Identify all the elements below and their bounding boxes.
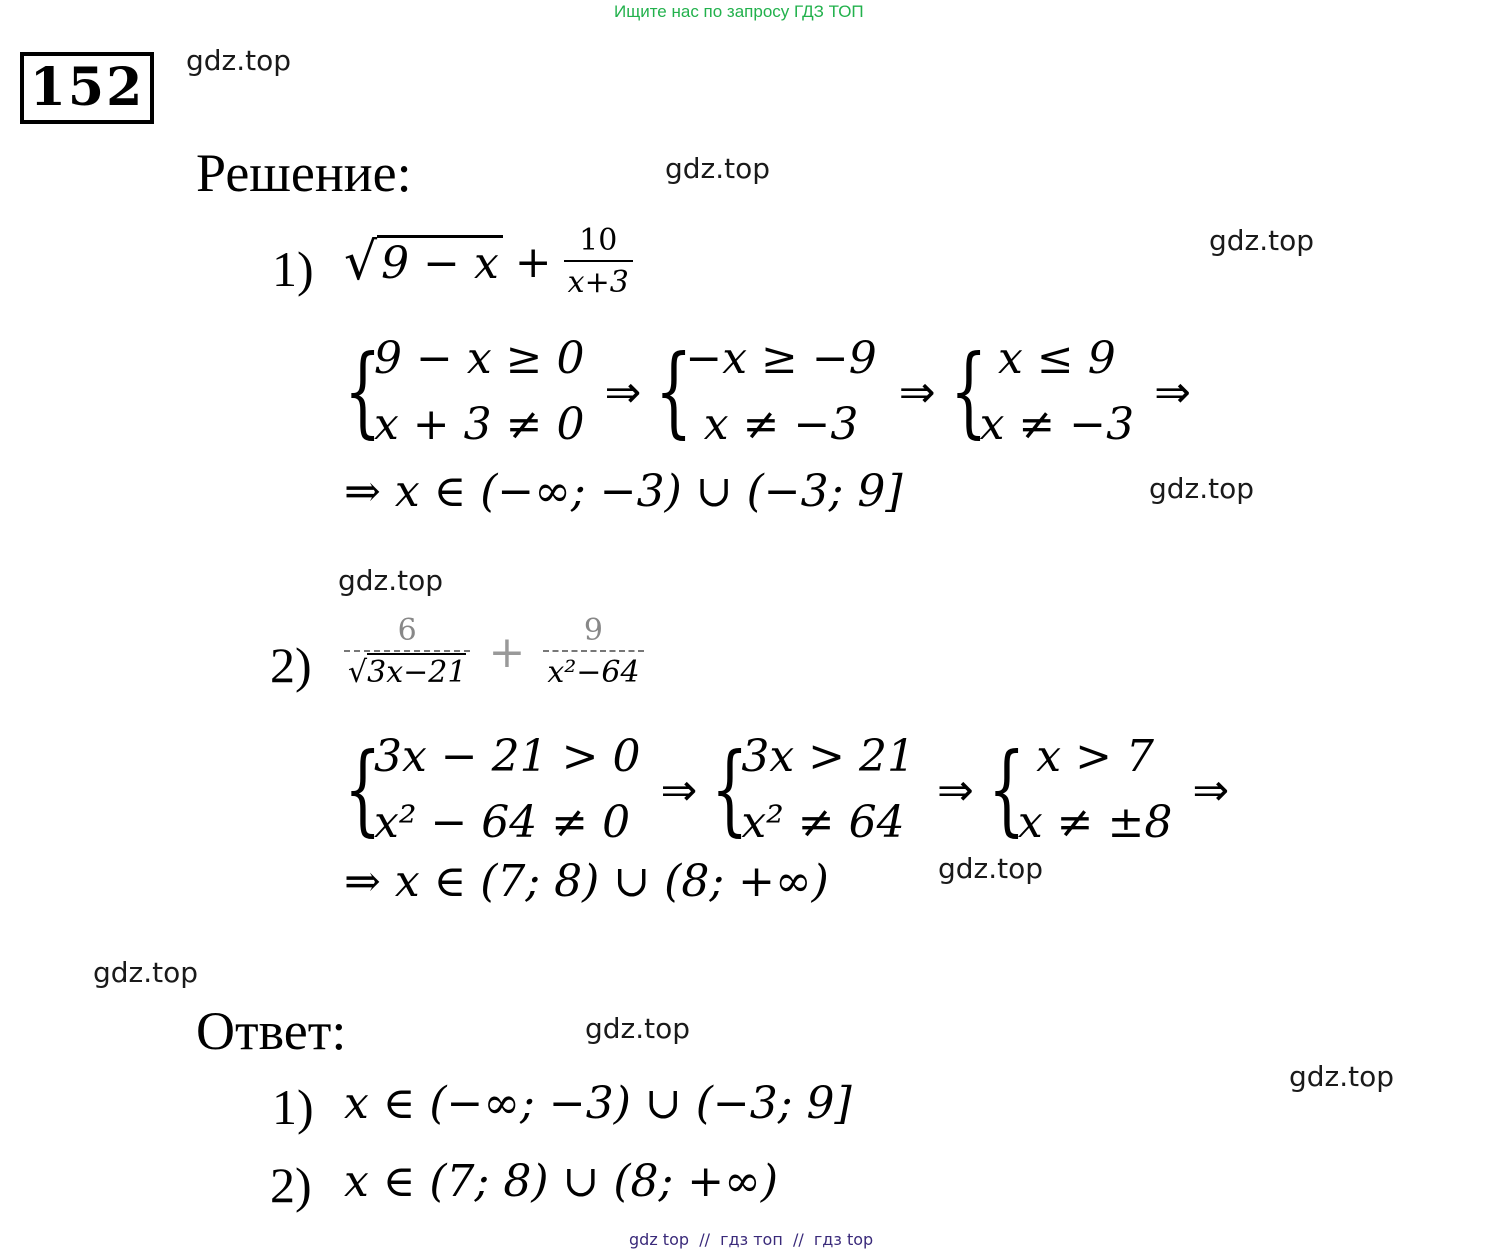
part2-system-1: [344, 724, 640, 856]
part1-fraction: [564, 222, 633, 302]
part1-system-2: [655, 326, 876, 458]
sys-row: x ≠ −3: [979, 399, 1135, 450]
sys-row: x ≤ 9: [998, 333, 1116, 384]
sys-row: 3x − 21 > 0: [374, 731, 641, 782]
answer-1-text: x ∈ (−∞; −3) ∪ (−3; 9]: [344, 1078, 852, 1129]
implies-arrow: ⇒: [1192, 764, 1230, 816]
part2-system-2: [711, 724, 915, 856]
part2-fraction-2: [543, 612, 643, 692]
part2-frac2-den: x²−64: [543, 650, 643, 692]
brace: {: [655, 335, 693, 449]
answer-2-label: 2): [270, 1157, 312, 1213]
sys-row: x + 3 ≠ 0: [374, 399, 585, 450]
part1-result: ⇒ x ∈ (−∞; −3) ∪ (−3; 9]: [344, 466, 903, 517]
part2-expression: [344, 612, 644, 692]
watermark: gdz.top: [1289, 1060, 1395, 1093]
implies-arrow: ⇒: [604, 366, 642, 418]
sys-row: −x ≥ −9: [685, 333, 877, 384]
part1-system-1: [344, 326, 584, 458]
watermark: gdz.top: [186, 44, 292, 77]
answer-2-text: x ∈ (7; 8) ∪ (8; +∞): [344, 1156, 778, 1207]
watermark: gdz.top: [1149, 472, 1255, 505]
part1-expression: [344, 222, 633, 302]
part2-frac2-num: 9: [583, 613, 603, 648]
sys-row: x ≠ ±8: [1017, 797, 1173, 848]
part1-frac-den: x+3: [564, 260, 633, 302]
part1-sqrt-content: 9 − x: [377, 235, 503, 289]
brace: {: [344, 335, 382, 449]
implies-arrow: ⇒: [660, 764, 698, 816]
sys-row: 3x > 21: [741, 731, 915, 782]
watermark: gdz.top: [938, 852, 1044, 885]
implies-arrow: ⇒: [1154, 366, 1192, 418]
sys-row: x > 7: [1036, 731, 1154, 782]
sys-row: x² ≠ 64: [741, 797, 905, 848]
sys-row: x ≠ −3: [703, 399, 859, 450]
part2-systems: [344, 724, 1229, 856]
brace: {: [987, 733, 1026, 847]
solution-heading: Решение:: [196, 143, 412, 203]
watermark: gdz.top: [1209, 224, 1315, 257]
sys-row: 9 − x ≥ 0: [374, 333, 585, 384]
part1-frac-num: 10: [579, 223, 618, 258]
part1-systems: [344, 326, 1191, 458]
part2-fraction-1: [344, 612, 470, 692]
part2-frac1-num: 6: [397, 613, 417, 648]
brace: {: [711, 733, 749, 847]
watermark: gdz.top: [93, 956, 199, 989]
part2-frac1-den: √3x−21: [344, 650, 470, 692]
part1-system-3: [950, 326, 1135, 458]
answer-heading: Ответ:: [196, 1001, 347, 1061]
brace: {: [344, 733, 382, 847]
problem-number: 152: [20, 52, 154, 124]
watermark: gdz.top: [585, 1012, 691, 1045]
sqrt-sign: √: [344, 232, 378, 292]
part2-frac1-den-text: 3x−21: [367, 655, 467, 690]
part2-plus: +: [488, 626, 526, 678]
part1-label: 1): [272, 241, 314, 297]
implies-arrow: ⇒: [898, 366, 936, 418]
top-banner: Ищите нас по запросу ГДЗ ТОП: [614, 2, 864, 21]
part2-system-3: [988, 724, 1173, 856]
footer-links: gdz top // гдз топ // гдз top: [629, 1230, 874, 1249]
answer-1-label: 1): [272, 1079, 314, 1135]
watermark: gdz.top: [338, 564, 444, 597]
part1-plus: +: [514, 236, 552, 288]
implies-arrow: ⇒: [937, 764, 974, 816]
watermark: gdz.top: [665, 152, 771, 185]
brace: {: [949, 335, 988, 449]
part2-label: 2): [270, 637, 312, 693]
sys-row: x² − 64 ≠ 0: [374, 797, 631, 848]
part2-result: ⇒ x ∈ (7; 8) ∪ (8; +∞): [344, 856, 829, 907]
